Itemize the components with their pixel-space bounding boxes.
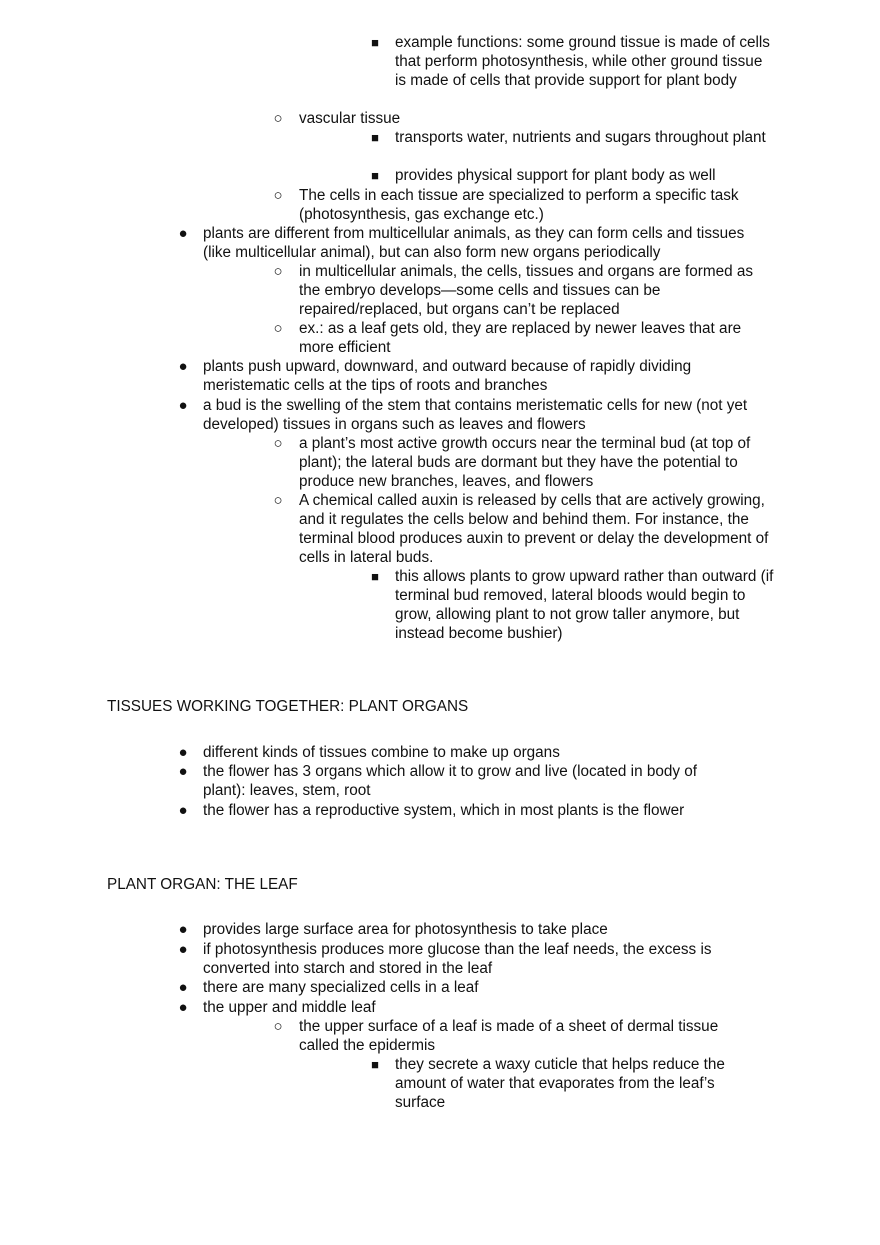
list-item <box>371 128 775 147</box>
square-bullet-icon: ■ <box>371 168 379 183</box>
list-item-text: the upper and middle leaf <box>203 999 376 1016</box>
bullet-dot-icon: ● <box>178 744 188 761</box>
square-bullet-icon: ■ <box>371 35 379 50</box>
circle-bullet-icon: ○ <box>273 435 283 452</box>
list-item <box>178 978 763 997</box>
list-item <box>273 186 779 224</box>
list-item-text: the upper surface of a leaf is made of a sheet of dermal tissue called the epidermis <box>299 1018 719 1054</box>
list-item-text: the flower has a reproductive system, which in most plants is the flower <box>203 802 685 819</box>
bullet-dot-icon: ● <box>178 763 188 780</box>
list-item-text: in multicellular animals, the cells, tissues and organs are formed as the embryo develops—some cells and tissues can be repaired/replaced, but organs can’t be replaced <box>299 263 754 318</box>
circle-bullet-icon: ○ <box>273 320 283 337</box>
square-bullet-icon: ■ <box>371 130 379 145</box>
square-bullet-icon: ■ <box>371 569 379 584</box>
list-item <box>371 33 775 90</box>
bullet-dot-icon: ● <box>178 921 188 938</box>
list-item-text: a bud is the swelling of the stem that contains meristematic cells for new (not yet developed) tissues in organs such as leaves and flowers <box>203 397 748 433</box>
list-item <box>178 357 743 395</box>
list-item-text: vascular tissue <box>299 110 401 127</box>
bullet-dot-icon: ● <box>178 999 188 1016</box>
list-item-text: different kinds of tissues combine to make up organs <box>203 744 560 761</box>
list-item <box>178 762 743 800</box>
list-item <box>273 262 769 319</box>
square-bullet-icon: ■ <box>371 1057 379 1072</box>
circle-bullet-icon: ○ <box>273 187 283 204</box>
list-item <box>178 801 763 820</box>
circle-bullet-icon: ○ <box>273 492 283 509</box>
list-item-text: they secrete a waxy cuticle that helps reduce the amount of water that evaporates from the leaf’s surface <box>395 1056 725 1111</box>
list-item <box>273 1017 759 1055</box>
list-item-text: if photosynthesis produces more glucose than the leaf needs, the excess is converted into starch and stored in the leaf <box>203 941 712 977</box>
list-item <box>178 998 763 1017</box>
list-item-text: plants push upward, downward, and outward because of rapidly dividing meristematic cells at the tips of roots and branches <box>203 358 692 394</box>
list-item-text: there are many specialized cells in a leaf <box>203 979 479 996</box>
list-item <box>273 319 779 357</box>
bullet-dot-icon: ● <box>178 225 188 242</box>
bullet-dot-icon: ● <box>178 941 188 958</box>
list-item <box>273 109 769 128</box>
list-item-text: ex.: as a leaf gets old, they are replaced by newer leaves that are more efficient <box>299 320 742 356</box>
list-item-text: this allows plants to grow upward rather than outward (if terminal bud removed, lateral bloods would begin to grow, allowing plant to not grow taller anymore, but instead become bushier) <box>395 568 774 642</box>
bullet-dot-icon: ● <box>178 802 188 819</box>
bullet-dot-icon: ● <box>178 979 188 996</box>
list-item <box>371 1055 765 1112</box>
list-item-text: example functions: some ground tissue is made of cells that perform photosynthesis, while other ground tissue is made of cells that provide support for plant body <box>395 34 770 89</box>
circle-bullet-icon: ○ <box>273 1018 283 1035</box>
list-item <box>178 940 758 978</box>
list-item-text: provides large surface area for photosynthesis to take place <box>203 921 608 938</box>
list-item-text: provides physical support for plant body as well <box>395 167 716 184</box>
bullet-dot-icon: ● <box>178 358 188 375</box>
list-item <box>371 567 780 643</box>
section-heading: TISSUES WORKING TOGETHER: PLANT ORGANS <box>107 698 469 715</box>
list-item <box>178 920 763 939</box>
list-item-text: a plant’s most active growth occurs near the terminal bud (at top of plant); the lateral buds are dormant but they have the potential to produce new branches, leaves, and flowers <box>299 435 751 490</box>
list-item-text: plants are different from multicellular animals, as they can form cells and tissues (like multicellular animal), but can also form new organs periodically <box>203 225 745 261</box>
circle-bullet-icon: ○ <box>273 110 283 127</box>
list-item <box>178 224 758 262</box>
list-item-text: A chemical called auxin is released by cells that are actively growing, and it regulates the cells below and behind them. For instance, the terminal blood produces auxin to prevent or delay the development of cells in lateral buds. <box>299 492 769 566</box>
bullet-dot-icon: ● <box>178 397 188 414</box>
list-item <box>273 491 769 567</box>
section-heading: PLANT ORGAN: THE LEAF <box>107 876 298 893</box>
list-item <box>273 434 774 491</box>
circle-bullet-icon: ○ <box>273 263 283 280</box>
list-item <box>178 743 763 762</box>
list-item-text: the flower has 3 organs which allow it to grow and live (located in body of plant): leaves, stem, root <box>203 763 698 799</box>
list-item-text: transports water, nutrients and sugars throughout plant <box>395 129 766 146</box>
list-item-text: The cells in each tissue are specialized to perform a specific task (photosynthesis, gas exchange etc.) <box>299 187 739 223</box>
list-item <box>178 396 763 434</box>
list-item <box>371 166 775 185</box>
